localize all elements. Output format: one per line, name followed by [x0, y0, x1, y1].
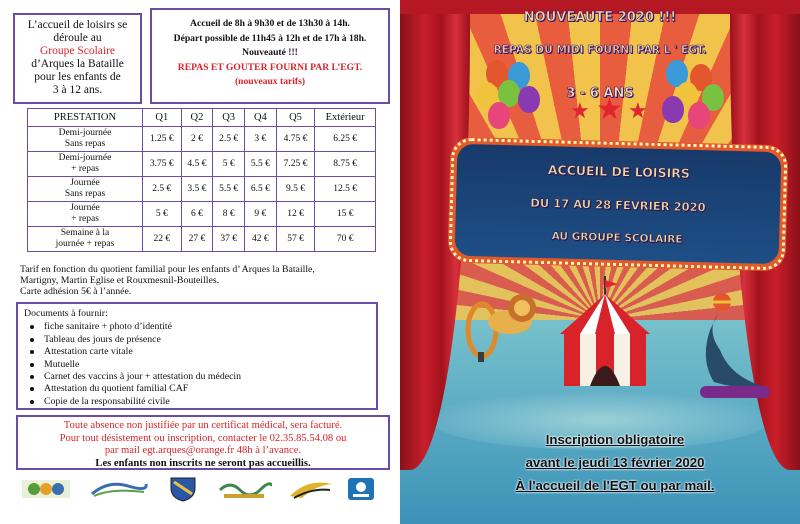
table-row: [28, 202, 376, 227]
balloons-right-icon: [662, 60, 732, 150]
star-icon: ★: [628, 98, 648, 123]
list-item: Copie de la responsabilité civile: [24, 396, 370, 408]
price-cell: 27 €: [181, 227, 213, 252]
partner-logos: [20, 476, 380, 506]
row-label: Demi-journée Sans repas: [28, 127, 143, 152]
circus-poster: [400, 0, 800, 524]
price-cell: 9 €: [245, 202, 277, 227]
star-icon: ★: [570, 98, 590, 123]
column-header: PRESTATION: [28, 109, 143, 127]
column-header: Q3: [213, 109, 245, 127]
price-cell: 4.75 €: [276, 127, 315, 152]
price-cell: 12.5 €: [315, 177, 376, 202]
rouxmesnil-logo-icon: [216, 476, 272, 502]
age-range: 3 - 6 ANS: [566, 86, 634, 101]
price-cell: 70 €: [315, 227, 376, 252]
hours-highlight: REPAS ET GOUTER FOURNI PAR L’EGT.: [177, 61, 363, 73]
column-header: Q1: [143, 109, 182, 127]
column-header: Q5: [276, 109, 315, 127]
hours-note: (nouveaux tarifs): [234, 76, 306, 87]
price-cell: 9.5 €: [276, 177, 315, 202]
price-cell: 15 €: [315, 202, 376, 227]
row-label: Semaine à la journée + repas: [28, 227, 143, 252]
martigny-logo-icon: [88, 476, 150, 502]
poster-headline: NOUVEAUTE 2020 !!!: [523, 10, 677, 25]
marquee-title: ACCUEIL DE LOISIRS: [547, 162, 691, 181]
lion-hoop-icon: [460, 282, 540, 362]
tarif-line: Carte adhésion 5€ à l’année.: [20, 286, 132, 298]
price-cell: 5 €: [143, 202, 182, 227]
marquee-dates: DU 17 AU 28 FEVRIER 2020: [530, 195, 706, 215]
row-label: Journée Sans repas: [28, 177, 143, 202]
egt-logo-icon: [20, 476, 72, 502]
tarif-line: Martigny, Martin Eglise et Rouxmesnil-Bouteilles.: [20, 275, 220, 287]
price-cell: 6.25 €: [315, 127, 376, 152]
price-cell: 42 €: [245, 227, 277, 252]
price-cell: 3.5 €: [181, 177, 213, 202]
table-row: [28, 152, 376, 177]
inscription-notice: [430, 428, 800, 497]
table-row: [28, 227, 376, 252]
list-item: fiche sanitaire + photo d’identité: [24, 321, 370, 333]
tarif-line: Tarif en fonction du quotient familial pour les enfants d’ Arques la Bataille,: [20, 264, 315, 275]
tarif-note: [20, 264, 380, 298]
hours-box: [150, 8, 390, 104]
price-cell: 37 €: [213, 227, 245, 252]
absence-line: Toute absence non justifiée par un certificat médical, sera facturé.: [63, 420, 343, 431]
price-cell: 1.25 €: [143, 127, 182, 152]
circus-tent-icon: [550, 276, 660, 396]
partner-swoosh-icon: [288, 476, 334, 502]
star-icon: ★: [596, 93, 623, 126]
intro-line: d’Arques la Bataille: [31, 58, 124, 70]
list-item: Attestation du quotient familial CAF: [24, 383, 370, 395]
row-label: Journée + repas: [28, 202, 143, 227]
column-header: Extérieur: [315, 109, 376, 127]
price-cell: 2.5 €: [143, 177, 182, 202]
column-header: Q2: [181, 109, 213, 127]
list-item: Carnet des vaccins à jour + attestation du médecin: [24, 371, 370, 383]
price-cell: 22 €: [143, 227, 182, 252]
documents-box: [16, 302, 378, 410]
marquee-location: AU GROUPE SCOLAIRE: [551, 230, 683, 246]
intro-line: pour les enfants de: [34, 71, 121, 83]
intro-box: [13, 13, 142, 104]
row-label: Demi-journée + repas: [28, 152, 143, 177]
hours-line: Nouveauté !!!: [242, 47, 298, 58]
table-header-row: [28, 109, 376, 127]
price-cell: 2 €: [181, 127, 213, 152]
price-cell: 2.5 €: [213, 127, 245, 152]
caf-logo-icon: [346, 476, 376, 502]
documents-title: Documents à fournir:: [24, 308, 108, 319]
hours-line: Accueil de 8h à 9h30 et de 13h30 à 14h.: [190, 18, 350, 29]
intro-line: déroule au: [53, 32, 102, 44]
intro-line: 3 à 12 ans.: [52, 84, 103, 96]
poster-subheadline: REPAS DU MIDI FOURNI PAR L ' EGT.: [493, 44, 707, 56]
price-cell: 3.75 €: [143, 152, 182, 177]
inscription-deadline: avant le jeudi 13 février 2020: [525, 455, 705, 470]
price-cell: 57 €: [276, 227, 315, 252]
seal-ball-icon: [700, 290, 770, 400]
absence-box: [16, 415, 390, 470]
list-item: Tableau des jours de présence: [24, 334, 370, 346]
list-item: Mutuelle: [24, 359, 370, 371]
table-row: [28, 127, 376, 152]
intro-location: Groupe Scolaire: [39, 45, 116, 57]
price-cell: 8 €: [213, 202, 245, 227]
list-item: Attestation carte vitale: [24, 346, 370, 358]
marquee-sign: [447, 137, 788, 272]
price-table: [27, 108, 376, 252]
arques-coat-of-arms-icon: [168, 476, 198, 502]
absence-warning: Les enfants non inscrits ne seront pas accueillis.: [95, 457, 311, 469]
price-cell: 12 €: [276, 202, 315, 227]
marquee-bulbs: [448, 138, 787, 271]
column-header: Q4: [245, 109, 277, 127]
price-cell: 5.5 €: [245, 152, 277, 177]
documents-list: [24, 321, 370, 408]
table-row: [28, 177, 376, 202]
price-cell: 3 €: [245, 127, 277, 152]
price-cell: 7.25 €: [276, 152, 315, 177]
price-cell: 6 €: [181, 202, 213, 227]
price-cell: 5.5 €: [213, 177, 245, 202]
inscription-contact: À l'accueil de l'EGT ou par mail.: [515, 478, 715, 493]
absence-contact: Pour tout désistement ou inscription, contacter le 02.35.85.54.08 ou: [59, 432, 347, 444]
hours-line: Départ possible de 11h45 à 12h et de 17h à 18h.: [173, 32, 367, 44]
inscription-line: Inscription obligatoire: [545, 432, 685, 447]
price-cell: 4.5 €: [181, 152, 213, 177]
left-page: [0, 0, 392, 524]
price-cell: 5 €: [213, 152, 245, 177]
intro-line: L’accueil de loisirs se: [27, 19, 128, 31]
price-cell: 8.75 €: [315, 152, 376, 177]
absence-email: par mail egt.arques@orange.fr 48h à l’avance.: [104, 445, 302, 457]
price-cell: 6.5 €: [245, 177, 277, 202]
